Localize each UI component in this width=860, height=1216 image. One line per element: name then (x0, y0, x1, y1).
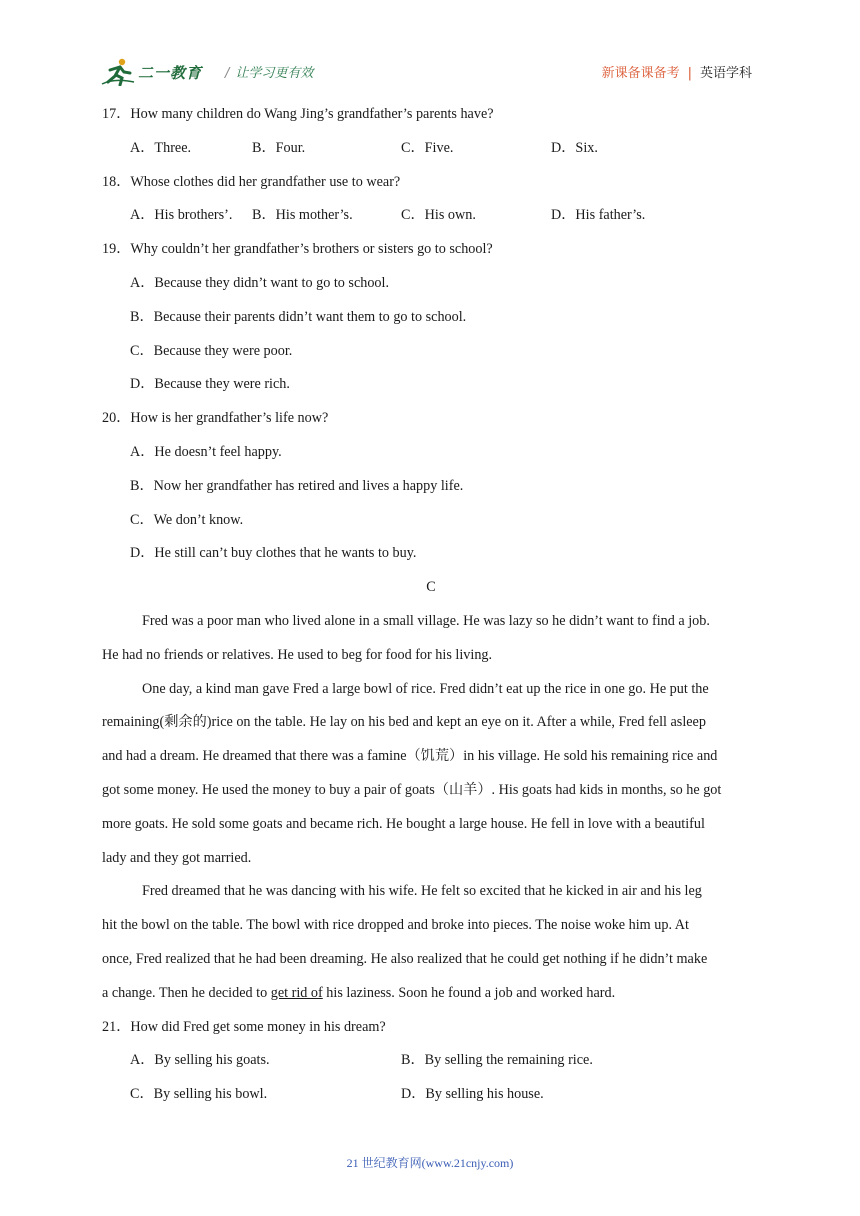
passage-line: Fred dreamed that he was dancing with his wife. He felt so excited that he kicked in air and his leg (142, 883, 702, 900)
option: D．Because they were rich. (130, 376, 290, 393)
option: D．He still can’t buy clothes that he wants to buy. (130, 545, 417, 562)
option: B．Four. (252, 139, 306, 156)
page-header (100, 56, 760, 92)
question-19-stem: 19．Why couldn’t her grandfather’s brothers or sisters go to school? (102, 241, 493, 258)
underlined-phrase: get rid of (270, 984, 323, 1001)
question-17-options (102, 137, 760, 171)
passage-text: his laziness. Soon he found a job and worked hard. (322, 984, 616, 1001)
header-right (602, 62, 752, 81)
passage-text: a change. Then he decided to (102, 984, 271, 1001)
option: B．His mother’s. (252, 207, 353, 224)
passage-line-last (102, 982, 760, 1016)
option: B．Now her grandfather has retired and lives a happy life. (130, 477, 464, 494)
question-17-stem: 17．How many children do Wang Jing’s grandfather’s parents have? (102, 106, 494, 122)
option: C．By selling his bowl. (130, 1086, 268, 1103)
passage-line: more goats. He sold some goats and became rich. He bought a large house. He fell in love with a beautiful (102, 815, 705, 832)
option: A．He doesn’t feel happy. (130, 443, 282, 460)
option: D．By selling his house. (401, 1086, 544, 1103)
option: A．His brothers’. (130, 207, 233, 224)
passage-line: He had no friends or relatives. He used to beg for food for his living. (102, 646, 493, 663)
question-20-stem: 20．How is her grandfather’s life now? (102, 410, 329, 427)
logo (100, 58, 202, 86)
option: A．By selling his goats. (130, 1052, 270, 1069)
option: A．Because they didn’t want to go to school. (130, 274, 390, 291)
option: C．Five. (401, 139, 454, 156)
slogan-slash: / (225, 66, 230, 81)
question-21-options-row1 (102, 1049, 760, 1083)
slogan-text: 让学习更有效 (235, 66, 314, 81)
passage-line: lady and they got married. (102, 849, 252, 866)
passage-line: and had a dream. He dreamed that there was a famine（饥荒）in his village. He sold his remaining rice and (102, 748, 718, 765)
option: C．We don’t know. (130, 511, 244, 528)
passage-line: Fred was a poor man who lived alone in a small village. He was lazy so he didn’t want to find a job. (142, 612, 710, 629)
logo-text: 二一教育 (138, 63, 203, 82)
option: B．By selling the remaining rice. (401, 1052, 593, 1069)
passage-line: One day, a kind man gave Fred a large bowl of rice. Fred didn’t eat up the rice in one go. He put the (142, 680, 709, 697)
passage-line: got some money. He used the money to buy a pair of goats（山羊）. His goats had kids in months, so he got (102, 781, 722, 798)
section-label: C (426, 579, 436, 596)
slogan (225, 62, 313, 81)
passage-line: remaining(剩余的)rice on the table. He lay on his bed and kept an eye on it. After a while, Fred fell asleep (102, 714, 706, 731)
option: A．Three. (130, 139, 192, 156)
option: C．His own. (401, 207, 476, 224)
option: D．Six. (551, 139, 598, 156)
header-tag-subject: 英语学科 (699, 66, 752, 81)
passage-line: hit the bowl on the table. The bowl with rice dropped and broke into pieces. The noise woke him up. At (102, 917, 689, 934)
header-separator: | (687, 66, 692, 81)
header-tag-course: 新课备课备考 (601, 66, 680, 81)
runner-logo-icon (100, 58, 136, 86)
passage-line: once, Fred realized that he had been dreaming. He also realized that he could get nothing if he didn’t make (102, 950, 708, 967)
question-21-options-row2 (102, 1083, 760, 1117)
question-18-stem: 18．Whose clothes did her grandfather use to wear? (102, 173, 401, 190)
question-21-stem: 21．How did Fred get some money in his dream? (102, 1018, 386, 1035)
option: B．Because their parents didn’t want them to go to school. (130, 308, 467, 325)
option: D．His father’s. (551, 207, 646, 224)
document-body (102, 103, 760, 1117)
page-footer: 21 世纪教育网(www.21cnjy.com) (346, 1156, 514, 1170)
option: C．Because they were poor. (130, 342, 293, 359)
question-18-options (102, 204, 760, 238)
